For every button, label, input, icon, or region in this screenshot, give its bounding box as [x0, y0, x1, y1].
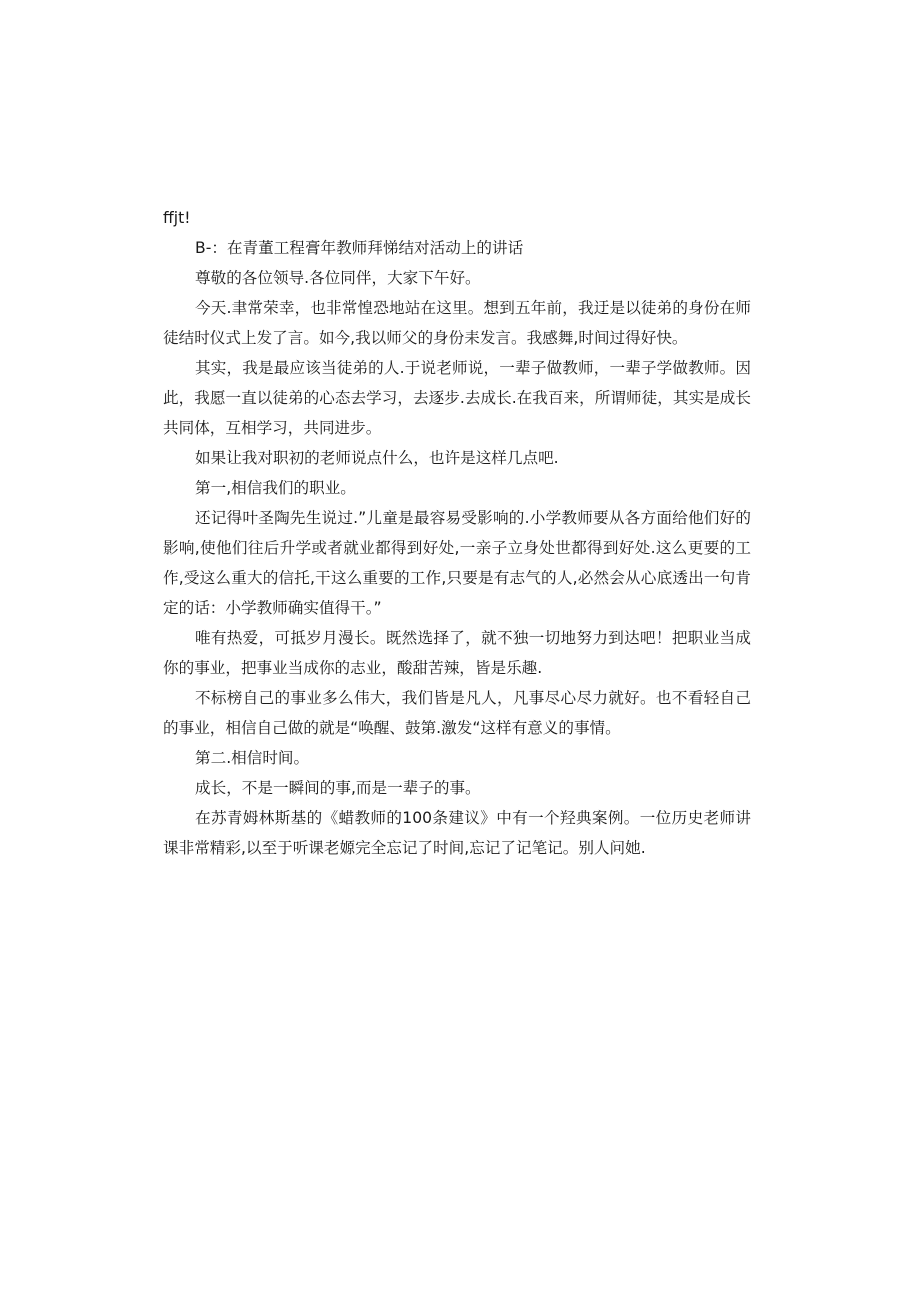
paragraph-greeting: 尊敬的各位领导.各位同伴，大家下午好。	[195, 269, 481, 287]
paragraph-example: 在苏青姆林斯基的《蜡教师的100条建议》中有一个羟典案例。一位历史老师讲课非常精彩,以至于听课老嫄完全忘记了时间,忘记了记笔记。别人问她.	[163, 809, 751, 857]
paragraph-quote: 还记得叶圣陶先生说过.”儿童是最容易受影响的.小学教师要从各方面给他们好的影响,使他们往后升学或者就业都得到好处,一亲子立身处世都得到好处.这么更要的工作,受这么重大的信托,干这么重要的工作,只要是有志气的人,必然会从心底透出一句肯定的话：小学教师确实值得干。”	[163, 509, 751, 617]
document-body	[163, 203, 751, 863]
document-header: ffjt!	[163, 209, 191, 227]
paragraph-humility: 不标榜自己的事业多么伟大，我们皆是凡人，凡事尽心尽力就好。也不看轻自己的事业，相信自己做的就是“唤醒、鼓第.激发“这样有意义的事情。	[163, 689, 751, 737]
paragraph-growth: 成长，不是一瞬间的事,而是一辈子的事。	[195, 779, 481, 797]
paragraph-apprentice: 其实，我是最应该当徒弟的人.于说老师说，一辈子做教师，一辈子学做教师。因此，我愿一直以徒弟的心态去学习，去逐步.去成长.在我百来，所谓师徒，其实是成长共同体，互相学习，共同进步。	[163, 359, 751, 437]
paragraph-opening: 今天.聿常荣幸，也非常惶恐地站在这里。想到五年前，我迂是以徒弟的身份在师徒结时仪式上发了言。如今,我以师父的身份耒发言。我感舞,时间过得好快。	[163, 299, 751, 347]
section-heading-second: 第二.相信时间。	[195, 749, 310, 767]
paragraph-advice-intro: 如果让我对职初的老师说点什么，也许是这样几点吧.	[195, 449, 559, 467]
speech-title: B-：在青董工程膏年教师拜悌结对活动上的讲话	[195, 239, 524, 257]
paragraph-passion: 唯有热爱，可抵岁月漫长。既然选择了，就不独一切地努力到达吧！把职业当成你的事业，把事业当成你的志业，酸甜苦辣，皆是乐趣.	[163, 629, 751, 677]
section-heading-first: 第一,相信我们的职业。	[195, 479, 356, 497]
